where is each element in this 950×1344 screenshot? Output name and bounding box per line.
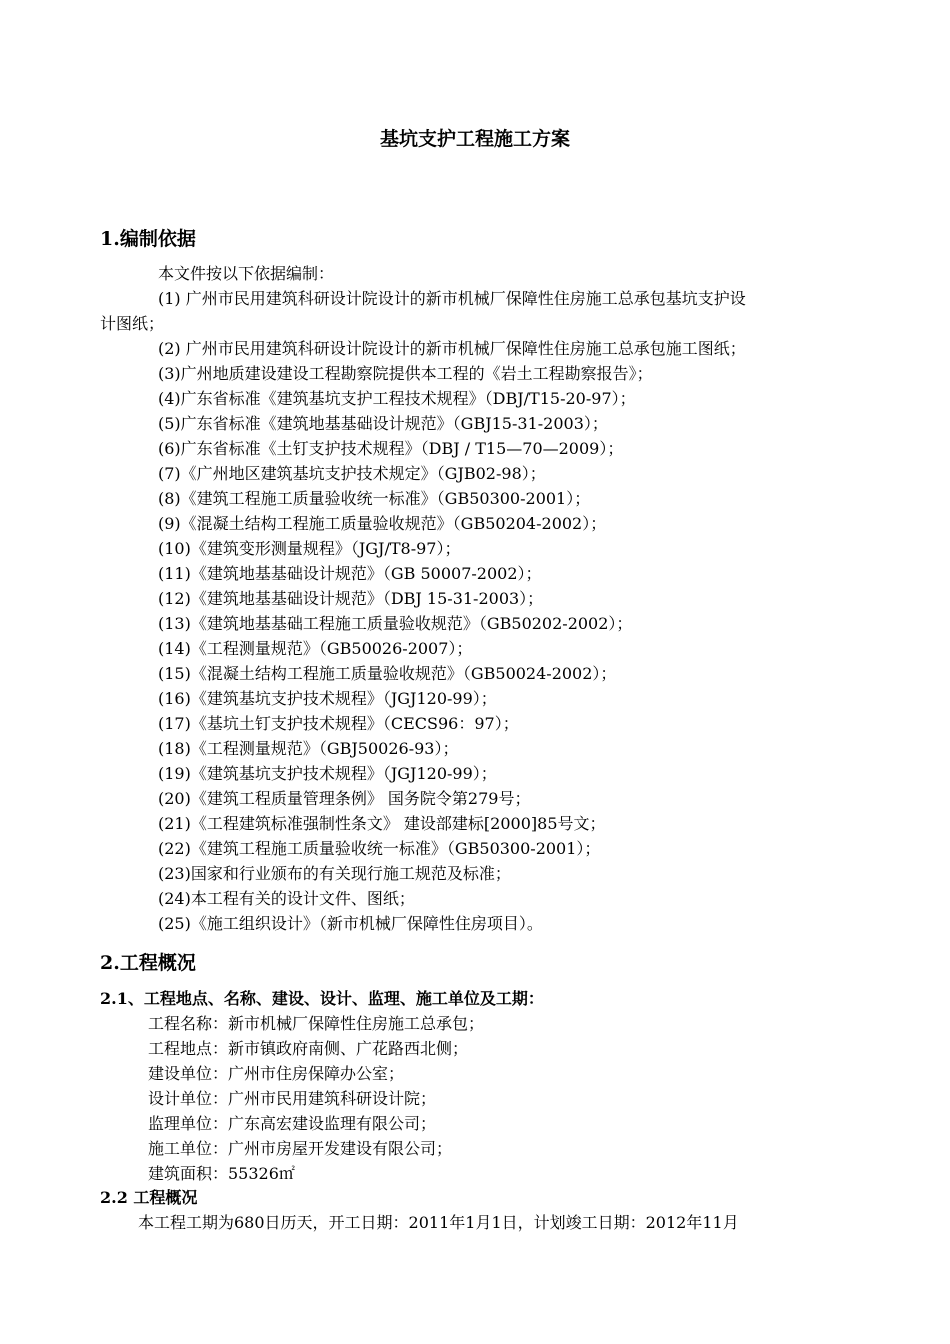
reference-item: (4)广东省标准《建筑基坑支护工程技术规程》（DBJ/T15-20-97）； [158,389,636,408]
project-info-line: 建设单位：广州市住房保障办公室； [148,1064,405,1083]
section-1-intro: 本文件按以下依据编制： [158,264,335,283]
document-title: 基坑支护工程施工方案 [379,128,570,150]
subsection-2-1-heading: 2.1、工程地点、名称、建设、设计、监理、施工单位及工期： [100,989,544,1008]
reference-item: (16)《建筑基坑支护技术规程》（JGJ120-99）； [158,689,497,708]
reference-item: (23)国家和行业颁布的有关现行施工规范及标准； [158,864,511,883]
project-info-line: 施工单位：广州市房屋开发建设有限公司； [148,1139,453,1158]
reference-item: (13)《建筑地基基础工程施工质量验收规范》（GB50202-2002）； [158,614,633,633]
section-2-heading: 2.工程概况 [100,952,196,974]
overview-paragraph: 本工程工期为680日历天，开工日期：2011年1月1日，计划竣工日期：2012年11月 [138,1213,739,1232]
section-1-heading: 1.编制依据 [100,228,196,250]
reference-item: (22)《建筑工程施工质量验收统一标准》（GB50300-2001）； [158,839,601,858]
reference-item: (2) 广州市民用建筑科研设计院设计的新市机械厂保障性住房施工总承包施工图纸； [158,339,746,358]
reference-item: (11)《建筑地基基础设计规范》（GB 50007-2002）； [158,564,542,583]
reference-item: (7)《广州地区建筑基坑支护技术规定》（GJB02-98）； [158,464,546,483]
reference-item: (12)《建筑地基基础设计规范》（DBJ 15-31-2003）； [158,589,544,608]
reference-item: (9)《混凝土结构工程施工质量验收规范》（GB50204-2002）； [158,514,607,533]
project-info-line: 工程地点：新市镇政府南侧、广花路西北侧； [148,1039,469,1058]
reference-item: (14)《工程测量规范》（GB50026-2007）； [158,639,473,658]
reference-item: (3)广州地质建设建设工程勘察院提供本工程的《岩土工程勘察报告》； [158,364,653,383]
reference-item: (6)广东省标准《土钉支护技术规程》（DBJ / T15—70—2009）； [158,439,624,458]
project-info-line: 建筑面积：55326㎡ [148,1164,295,1183]
reference-item: (18)《工程测量规范》（GBJ50026-93）； [158,739,459,758]
reference-item: (15)《混凝土结构工程施工质量验收规范》（GB50024-2002）； [158,664,617,683]
reference-item: (21)《工程建筑标准强制性条文》 建设部建标[2000]85号文； [158,814,606,833]
reference-item: (17)《基坑土钉支护技术规程》（CECS96：97）； [158,714,519,733]
reference-item-continuation: 计图纸； [100,314,165,333]
reference-item: (5)广东省标准《建筑地基基础设计规范》（GBJ15-31-2003）； [158,414,608,433]
reference-item: (1) 广州市民用建筑科研设计院设计的新市机械厂保障性住房施工总承包基坑支护设 [158,289,746,308]
reference-item: (24)本工程有关的设计文件、图纸； [158,889,415,908]
project-info-line: 监理单位：广东高宏建设监理有限公司； [148,1114,437,1133]
reference-item: (19)《建筑基坑支护技术规程》（JGJ120-99）； [158,764,497,783]
project-info-line: 设计单位：广州市民用建筑科研设计院； [148,1089,437,1108]
reference-item: (20)《建筑工程质量管理条例》 国务院令第279号； [158,789,531,808]
reference-item: (8)《建筑工程施工质量验收统一标准》（GB50300-2001）； [158,489,591,508]
subsection-2-2-heading: 2.2 工程概况 [100,1188,198,1207]
project-info-line: 工程名称：新市机械厂保障性住房施工总承包； [148,1014,485,1033]
reference-item: (25)《施工组织设计》（新市机械厂保障性住房项目）。 [158,914,543,933]
reference-item: (10)《建筑变形测量规程》（JGJ/T8-97）； [158,539,461,558]
